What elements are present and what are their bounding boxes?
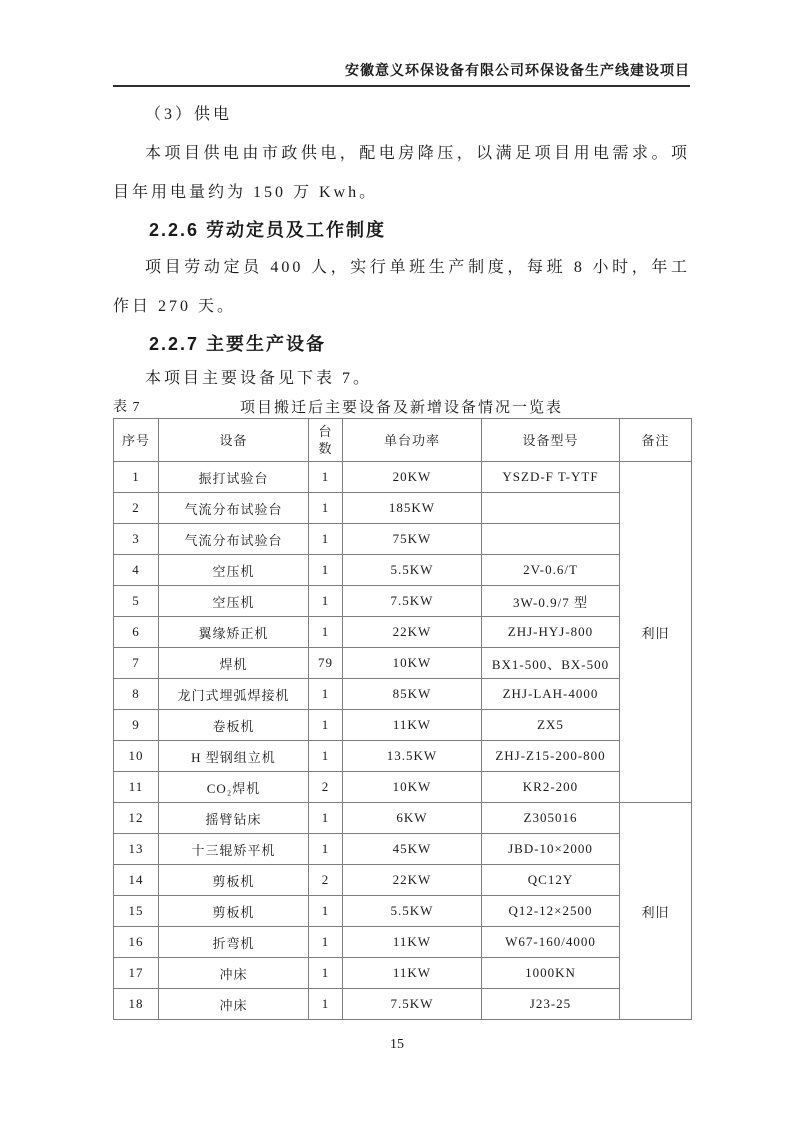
- table-cell: 18: [114, 989, 159, 1020]
- table-cell: 3: [114, 524, 159, 555]
- table-cell: 1: [309, 927, 343, 958]
- table-cell: 10KW: [343, 648, 482, 679]
- table-caption-row: [113, 398, 690, 418]
- table-cell: 185KW: [343, 493, 482, 524]
- heading-2-2-7: 2.2.7 主要生产设备: [149, 334, 327, 354]
- table-cell: QC12Y: [482, 865, 620, 896]
- table-cell: 剪板机: [159, 865, 309, 896]
- subheading-power-supply: （3）供电: [145, 106, 233, 123]
- table-cell: H 型钢组立机: [159, 741, 309, 772]
- page-header: [113, 62, 690, 87]
- table-row: [114, 803, 692, 834]
- table-cell: 1: [114, 462, 159, 493]
- column-header-5: 设备型号: [482, 419, 620, 462]
- table-cell: 1: [309, 741, 343, 772]
- table-row: [114, 772, 692, 803]
- table-cell: BX1-500、BX-500: [482, 648, 620, 679]
- table-row: [114, 586, 692, 617]
- table-cell: 1: [309, 803, 343, 834]
- table-cell: 75KW: [343, 524, 482, 555]
- paragraph-labor: 项目劳动定员 400 人，实行单班生产制度，每班 8 小时，年工作日 270 天。: [113, 259, 690, 315]
- table-cell: 22KW: [343, 617, 482, 648]
- table-cell: 2V-0.6/T: [482, 555, 620, 586]
- table-cell: 13.5KW: [343, 741, 482, 772]
- column-header-1: 序号: [114, 419, 159, 462]
- table-row: [114, 648, 692, 679]
- table-cell: 6: [114, 617, 159, 648]
- table-cell: 6KW: [343, 803, 482, 834]
- table-cell: 20KW: [343, 462, 482, 493]
- column-header-6: 备注: [620, 419, 692, 462]
- table-cell: 振打试验台: [159, 462, 309, 493]
- table-cell: 11KW: [343, 958, 482, 989]
- paragraph-power-supply: 本项目供电由市政供电，配电房降压，以满足项目用电需求。项目年用电量约为 150 万 Kwh。: [113, 145, 690, 201]
- table-cell: 摇臂钻床: [159, 803, 309, 834]
- table-cell: 5: [114, 586, 159, 617]
- table-cell: W67-160/4000: [482, 927, 620, 958]
- table-cell: 11KW: [343, 710, 482, 741]
- table-cell: 冲床: [159, 958, 309, 989]
- table-cell: 1: [309, 958, 343, 989]
- equipment-table-body: [114, 462, 692, 1020]
- page-footer: [0, 1036, 794, 1054]
- table-cell: 14: [114, 865, 159, 896]
- remark-cell: 利旧: [620, 803, 692, 1020]
- table-cell: 7.5KW: [343, 989, 482, 1020]
- table-row: [114, 555, 692, 586]
- table-cell: 1: [309, 524, 343, 555]
- table-cell: 1: [309, 493, 343, 524]
- table-row: [114, 741, 692, 772]
- heading-2-2-6: 2.2.6 劳动定员及工作制度: [149, 220, 387, 240]
- table-cell: J23-25: [482, 989, 620, 1020]
- table-row: [114, 958, 692, 989]
- table-cell: 气流分布试验台: [159, 493, 309, 524]
- table-cell: 2: [114, 493, 159, 524]
- table-cell: 5.5KW: [343, 555, 482, 586]
- table-cell: 2: [309, 865, 343, 896]
- table-cell: 1: [309, 896, 343, 927]
- table-cell: YSZD-F T-YTF: [482, 462, 620, 493]
- table-cell: 折弯机: [159, 927, 309, 958]
- equipment-table-head: [114, 419, 692, 462]
- table-row: [114, 865, 692, 896]
- table-cell: 翼缘矫正机: [159, 617, 309, 648]
- table-cell: 12: [114, 803, 159, 834]
- table-cell: ZHJ-HYJ-800: [482, 617, 620, 648]
- table-cell: 7: [114, 648, 159, 679]
- table-cell: 85KW: [343, 679, 482, 710]
- table-cell: [482, 524, 620, 555]
- table-cell: 龙门式埋弧焊接机: [159, 679, 309, 710]
- column-header-4: 单台功率: [343, 419, 482, 462]
- header-title: 安徽意义环保设备有限公司环保设备生产线建设项目: [345, 64, 690, 79]
- table-cell: 11KW: [343, 927, 482, 958]
- table-cell: ZX5: [482, 710, 620, 741]
- table-cell: 8: [114, 679, 159, 710]
- table-row: [114, 989, 692, 1020]
- table-cell: 十三辊矫平机: [159, 834, 309, 865]
- table-cell: 3W-0.9/7 型: [482, 586, 620, 617]
- table-caption: 项目搬迁后主要设备及新增设备情况一览表: [239, 400, 563, 416]
- table-cell: 气流分布试验台: [159, 524, 309, 555]
- table-cell: Z305016: [482, 803, 620, 834]
- table-row: [114, 896, 692, 927]
- table-cell: 15: [114, 896, 159, 927]
- table-cell: JBD-10×2000: [482, 834, 620, 865]
- table-row: [114, 493, 692, 524]
- table-cell: 焊机: [159, 648, 309, 679]
- table-row: [114, 927, 692, 958]
- table-row: [114, 834, 692, 865]
- table-cell: 22KW: [343, 865, 482, 896]
- table-cell: 16: [114, 927, 159, 958]
- paragraph-equipment-intro: 本项目主要设备见下表 7。: [145, 370, 373, 387]
- table-row: [114, 679, 692, 710]
- table-cell: 1: [309, 617, 343, 648]
- table-cell: 卷板机: [159, 710, 309, 741]
- table-cell: 冲床: [159, 989, 309, 1020]
- table-cell: CO₂焊机: [159, 772, 309, 803]
- page-number: 15: [390, 1037, 404, 1052]
- table-row: [114, 462, 692, 493]
- table-cell: 10: [114, 741, 159, 772]
- equipment-table: [113, 418, 692, 1020]
- table-cell: 4: [114, 555, 159, 586]
- table-cell: 79: [309, 648, 343, 679]
- table-cell: [482, 493, 620, 524]
- table-cell: ZHJ-Z15-200-800: [482, 741, 620, 772]
- table-cell: 11: [114, 772, 159, 803]
- table-cell: 1: [309, 586, 343, 617]
- table-cell: 空压机: [159, 555, 309, 586]
- table-cell: 17: [114, 958, 159, 989]
- table-cell: 2: [309, 772, 343, 803]
- table-cell: 5.5KW: [343, 896, 482, 927]
- table-cell: 1: [309, 679, 343, 710]
- table-row: [114, 524, 692, 555]
- table-cell: 13: [114, 834, 159, 865]
- table-cell: 1: [309, 710, 343, 741]
- table-cell: ZHJ-LAH-4000: [482, 679, 620, 710]
- table-row: [114, 710, 692, 741]
- document-body: [113, 96, 690, 1020]
- table-cell: 1000KN: [482, 958, 620, 989]
- table-cell: Q12-12×2500: [482, 896, 620, 927]
- table-cell: 45KW: [343, 834, 482, 865]
- remark-cell: 利旧: [620, 462, 692, 803]
- table-cell: 7.5KW: [343, 586, 482, 617]
- table-cell: KR2-200: [482, 772, 620, 803]
- table-cell: 1: [309, 834, 343, 865]
- table-cell: 1: [309, 462, 343, 493]
- table-row: [114, 617, 692, 648]
- column-header-3: 台数: [309, 419, 343, 462]
- table-cell: 9: [114, 710, 159, 741]
- table-cell: 1: [309, 989, 343, 1020]
- table-cell: 1: [309, 555, 343, 586]
- table-cell: 剪板机: [159, 896, 309, 927]
- table-cell: 空压机: [159, 586, 309, 617]
- table-label: 表 7: [113, 400, 141, 415]
- table-cell: 10KW: [343, 772, 482, 803]
- column-header-2: 设备: [159, 419, 309, 462]
